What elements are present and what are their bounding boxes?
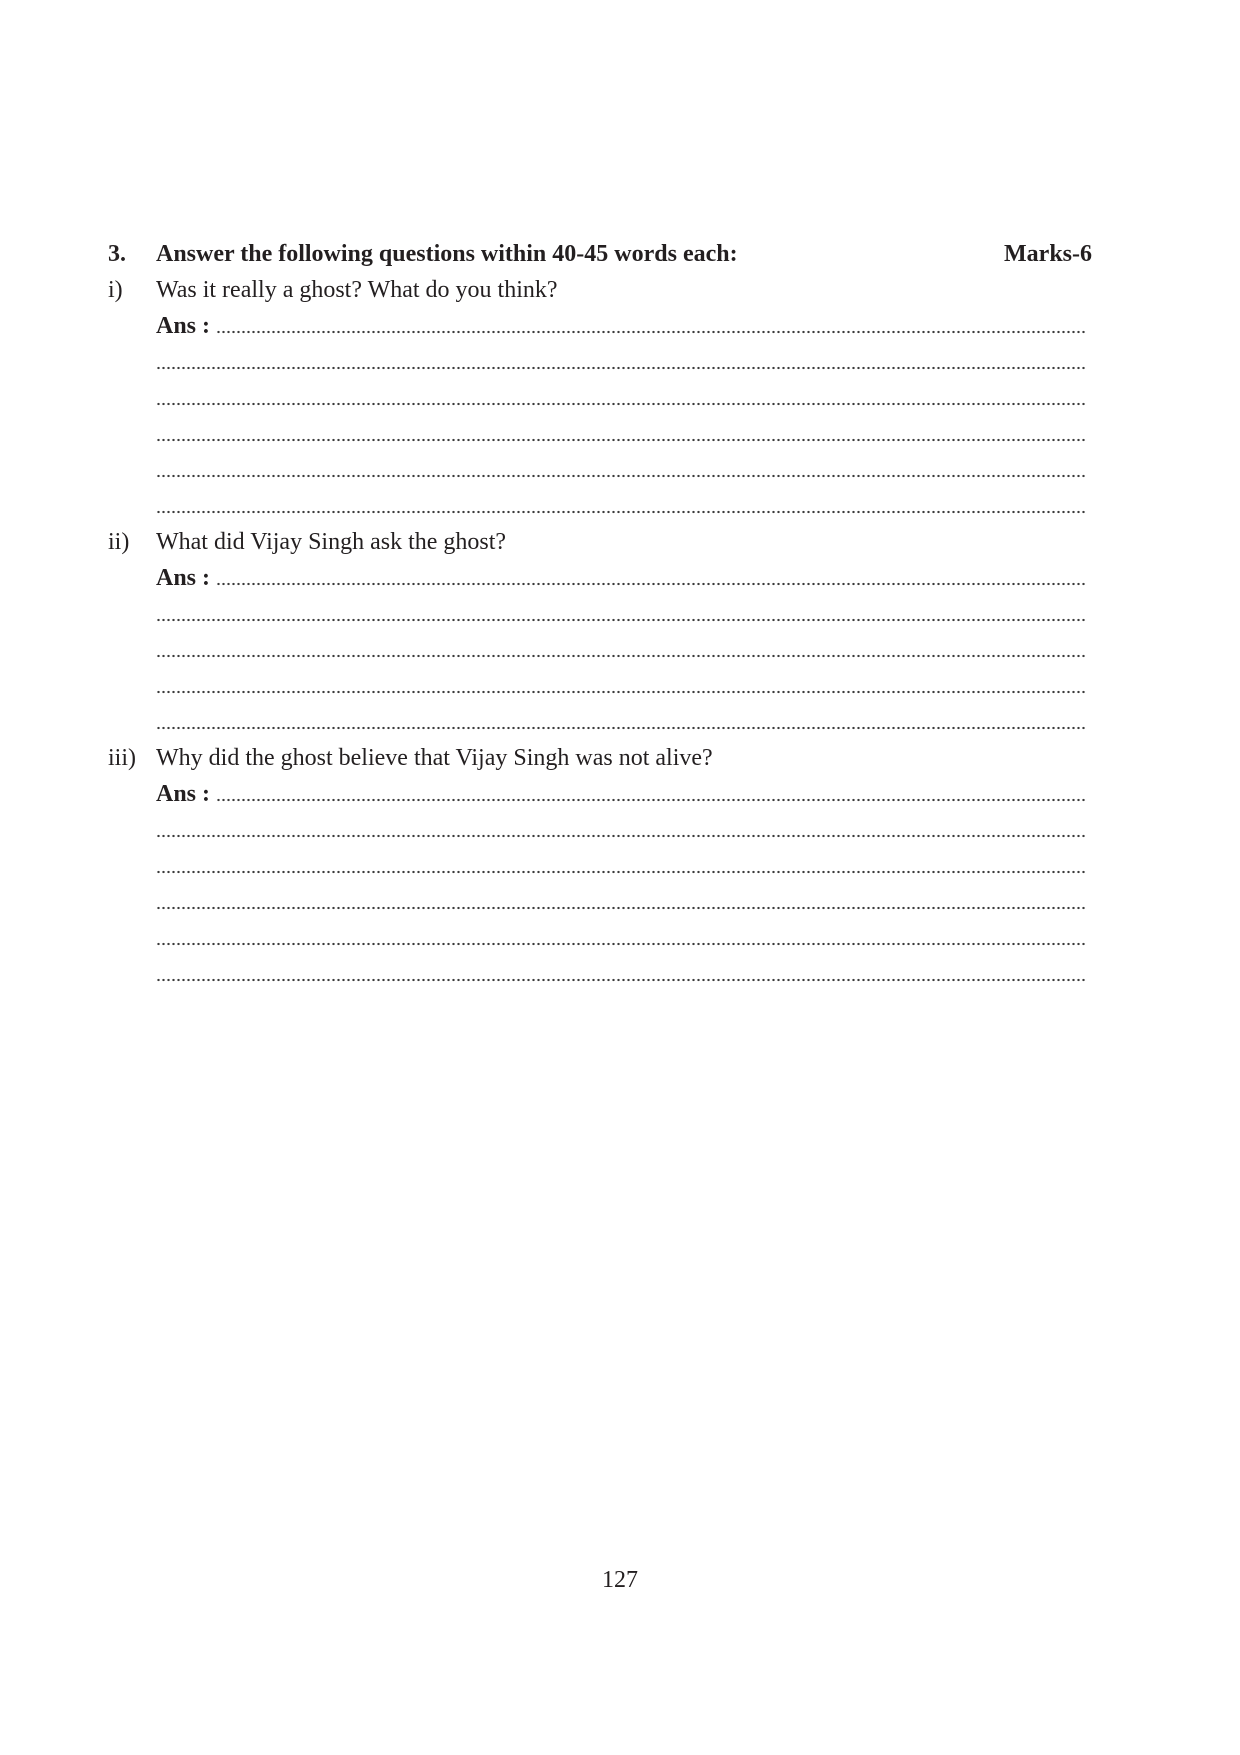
answer-line[interactable] [156, 488, 1086, 524]
dotted-line [156, 436, 1086, 444]
dotted-line [156, 904, 1086, 912]
answer-line[interactable] [156, 884, 1086, 920]
answer-line[interactable] [156, 308, 1086, 344]
question-3 [108, 740, 1092, 980]
answer-line[interactable] [156, 560, 1086, 596]
answer-line[interactable] [156, 380, 1086, 416]
answer-label: Ans : [156, 313, 211, 339]
question-text: Was it really a ghost? What do you think? [156, 277, 558, 303]
dotted-line [156, 976, 1086, 984]
dotted-line [156, 652, 1086, 660]
answer-line[interactable] [156, 344, 1086, 380]
dotted-line [156, 868, 1086, 876]
dotted-line [156, 688, 1086, 696]
question-text: What did Vijay Singh ask the ghost? [156, 529, 507, 555]
question-label: i) [108, 277, 123, 303]
section-instruction: Answer the following questions within 40-45 words each: [156, 241, 738, 267]
section-header [108, 236, 1092, 272]
dotted-line [156, 724, 1086, 732]
dotted-line [156, 832, 1086, 840]
page-number: 127 [602, 1567, 638, 1593]
question-text: Why did the ghost believe that Vijay Singh was not alive? [156, 745, 713, 771]
dotted-line [156, 508, 1086, 516]
section-number: 3. [108, 241, 126, 267]
answer-line[interactable] [156, 452, 1086, 488]
answer-line[interactable] [156, 416, 1086, 452]
dotted-line [156, 472, 1086, 480]
answer-line[interactable] [156, 812, 1086, 848]
answer-line[interactable] [156, 956, 1086, 992]
dotted-line [156, 364, 1086, 372]
dotted-line [156, 940, 1086, 948]
dotted-line [156, 400, 1086, 408]
answer-line[interactable] [156, 848, 1086, 884]
question-2 [108, 524, 1092, 728]
dotted-line [216, 796, 1086, 804]
answer-label: Ans : [156, 565, 211, 591]
answer-line[interactable] [156, 776, 1086, 812]
answer-line[interactable] [156, 920, 1086, 956]
answer-line[interactable] [156, 668, 1086, 704]
question-1 [108, 272, 1092, 512]
answer-label: Ans : [156, 781, 211, 807]
question-label: iii) [108, 745, 136, 771]
answer-line[interactable] [156, 704, 1086, 740]
question-label: ii) [108, 529, 130, 555]
answer-line[interactable] [156, 632, 1086, 668]
dotted-line [216, 580, 1086, 588]
answer-line[interactable] [156, 596, 1086, 632]
dotted-line [216, 328, 1086, 336]
dotted-line [156, 616, 1086, 624]
section-marks: Marks-6 [1004, 241, 1092, 267]
